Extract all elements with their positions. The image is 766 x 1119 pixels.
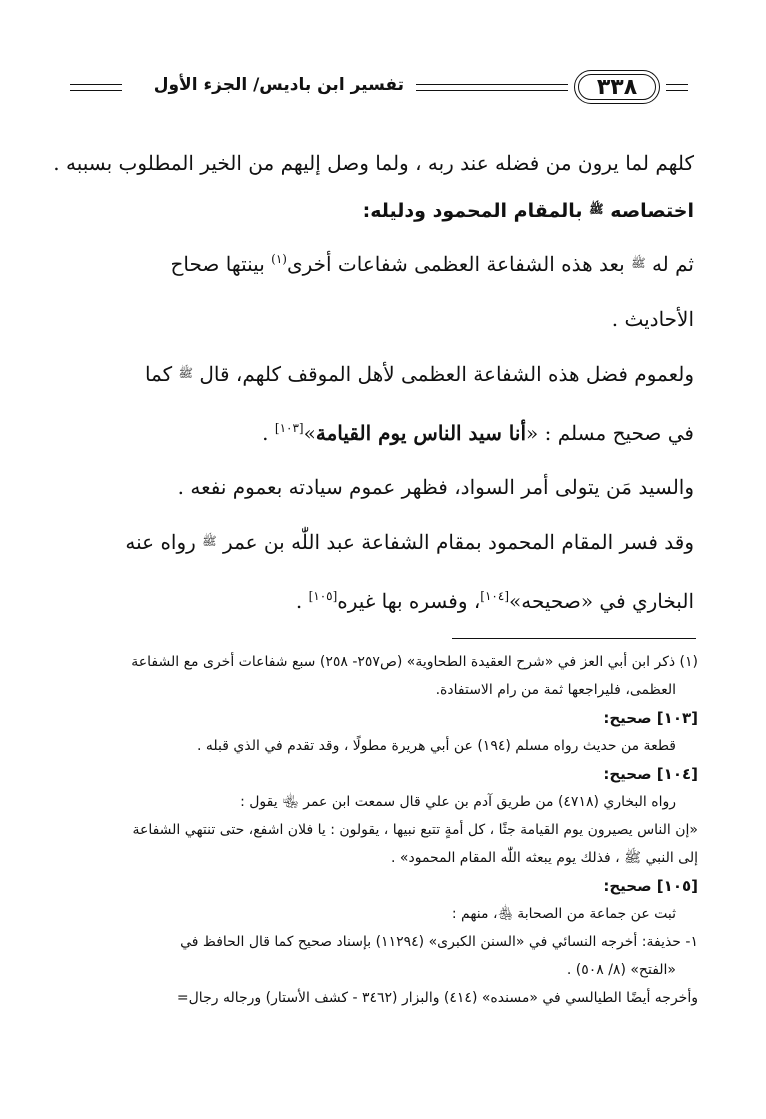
footnote-105-text-3: «الفتح» (٨/ ٥٠٨) . bbox=[566, 962, 676, 978]
line6-part-c: . bbox=[262, 421, 275, 445]
body-line-9 bbox=[70, 581, 694, 617]
heading-part-b: بالمقام المحمود ودليله: bbox=[362, 200, 583, 222]
line3-part-a: ثم له bbox=[651, 252, 694, 276]
body-line-5 bbox=[70, 358, 694, 390]
footnote-103-text: قطعة من حديث رواه مسلم (١٩٤) عن أبي هريرة مطولًا ، وقد تقدم في الذي قبله . bbox=[197, 738, 676, 754]
line9-part-a: البخاري في «صحيحه» bbox=[509, 589, 694, 613]
body-line-1: كلهم لما يرون من فضله عند ربه ، ولما وصل إليهم من الخير المطلوب بسببه . bbox=[53, 151, 694, 175]
honorific-icon: ﷺ bbox=[631, 256, 646, 270]
running-title: تفسير ابن باديس/ الجزء الأول bbox=[153, 75, 404, 95]
line3-part-b: بعد هذه الشفاعة العظمى شفاعات أخرى bbox=[286, 252, 625, 276]
footnote-103-heading: [١٠٣] صحيح: bbox=[603, 709, 698, 727]
footnote-105-text-1: ثبت عن جماعة من الصحابة ﵃، منهم : bbox=[451, 906, 676, 922]
header-rule-right-bottom bbox=[666, 90, 688, 91]
footnote-ref-104: [١٠٤] bbox=[480, 589, 510, 603]
header-rule-right-top bbox=[666, 84, 688, 85]
header-rule-mid-top bbox=[416, 84, 568, 85]
body-line-3 bbox=[70, 244, 694, 280]
page-number: ٣٣٨ bbox=[596, 74, 638, 100]
footnote-1-line-1: (١) ذكر ابن أبي العز في «شرح العقيدة الطحاوية» (ص٢٥٧- ٢٥٨) سبع شفاعات أخرى مع الشفاعة bbox=[131, 654, 698, 670]
page-header bbox=[70, 70, 688, 108]
header-rule-left-bottom bbox=[70, 90, 122, 91]
body-line-8 bbox=[70, 526, 694, 558]
body-line-6 bbox=[70, 413, 694, 449]
section-heading bbox=[70, 194, 694, 227]
footnote-ref-1: (١) bbox=[271, 252, 287, 266]
line3-part-c: بينتها صحاح bbox=[170, 252, 265, 276]
footnote-104-heading: [١٠٤] صحيح: bbox=[603, 765, 698, 783]
footnote-104-text-2: «إن الناس يصيرون يوم القيامة جثًا ، كل أمةٍ تتبع نبيها ، يقولون : يا فلان اشفع، حتى تنتهي الشفاعة bbox=[132, 822, 698, 838]
footnote-1-line-2: العظمى، فليراجعها ثمة من رام الاستفادة. bbox=[435, 682, 676, 698]
heading-part-a: اختصاصه bbox=[610, 200, 694, 222]
body-line-7: والسيد مَن يتولى أمر السواد، فظهر عموم سيادته بعموم نفعه . bbox=[177, 475, 694, 499]
honorific-ra-icon: ﷺ bbox=[202, 534, 217, 548]
footnote-ref-103: [١٠٣] bbox=[274, 421, 304, 435]
footnote-105-text-4: وأخرجه أيضًا الطيالسي في «مسنده» (٤١٤) والبزار (٣٤٦٢ - كشف الأستار) ورجاله رجال= bbox=[176, 990, 698, 1006]
line5-part-b: كما bbox=[144, 362, 173, 386]
footnote-105-text-2: ١- حذيفة: أخرجه النسائي في «السنن الكبرى» (١١٢٩٤) بإسناد صحيح كما قال الحافظ في bbox=[180, 934, 698, 950]
footnote-105-heading: [١٠٥] صحيح: bbox=[603, 877, 698, 895]
footnotes bbox=[66, 648, 698, 1012]
footnote-ref-105: [١٠٥] bbox=[308, 589, 338, 603]
footnote-divider bbox=[452, 638, 696, 639]
line8-part-b: رواه عنه bbox=[125, 530, 196, 554]
header-rule-left-top bbox=[70, 84, 122, 85]
line9-part-c: . bbox=[295, 589, 309, 613]
footnote-104-text-1: رواه البخاري (٤٧١٨) من طريق آدم بن علي قال سمعت ابن عمر ﵄ يقول : bbox=[240, 794, 676, 810]
hadith-quote: أنا سيد الناس يوم القيامة bbox=[315, 421, 527, 445]
line8-part-a: وقد فسر المقام المحمود بمقام الشفاعة عبد اللّٰه بن عمر bbox=[223, 530, 694, 554]
line9-part-b: ، وفسره بها غيره bbox=[337, 589, 481, 613]
line6-part-a: في صحيح مسلم : « bbox=[526, 421, 694, 445]
line6-part-b: » bbox=[303, 421, 316, 445]
footnote-104-text-3: إلى النبي ﷺ ، فذلك يوم يبعثه اللّٰه المقام المحمود» . bbox=[391, 850, 698, 866]
line5-part-a: ولعموم فضل هذه الشفاعة العظمى لأهل الموقف كلهم، قال bbox=[199, 362, 694, 386]
honorific-icon: ﷺ bbox=[178, 366, 193, 380]
main-text bbox=[53, 148, 694, 617]
header-rule-mid-bottom bbox=[416, 90, 568, 91]
honorific-icon: ﷺ bbox=[589, 202, 604, 216]
page-number-box bbox=[574, 70, 660, 104]
body-line-4: الأحاديث . bbox=[611, 307, 694, 331]
